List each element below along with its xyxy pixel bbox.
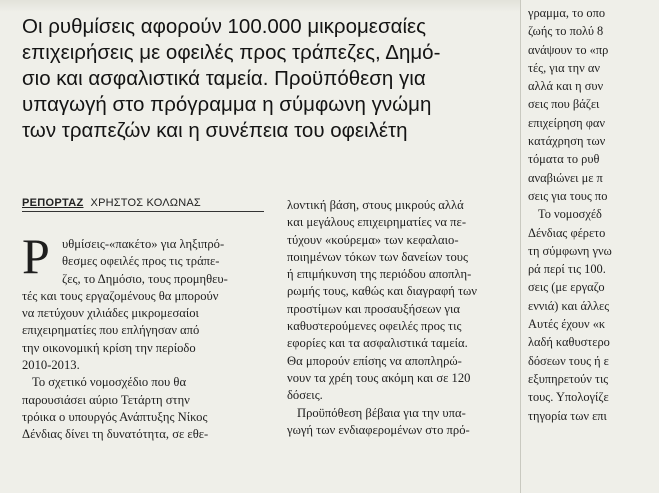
text-line: τόματα το ρυθ [528, 152, 600, 167]
text-line: κατάχρηση των [528, 134, 606, 149]
text-line: σεις που βάζει [528, 97, 600, 112]
text-line: επιχείρηση φαν [528, 115, 605, 130]
text-line: 2010-2013. [22, 358, 80, 373]
text-line: σεις για τους πο [528, 188, 608, 203]
text-line: να πετύχουν χιλιάδες μικρομεσαίοι [22, 306, 199, 321]
text-line: ζωής το πολύ 8 [528, 24, 604, 39]
headline-line: σιο και ασφαλιστικά ταμεία. Προϋπόθεση για [22, 67, 426, 90]
text-line: Προϋπόθεση βέβαια για την υπα- [297, 405, 466, 420]
text-line: σεις (με εργαζο [528, 280, 605, 295]
article-column-1 [22, 236, 228, 444]
text-line: γωγή των ενδιαφερομένων στο πρό- [287, 422, 470, 437]
text-line: τους. Υπολογίζε [528, 390, 609, 405]
text-line: δόσεων τους ή ε [528, 353, 609, 368]
text-line: τη σύμφωνη γνω [528, 243, 612, 258]
text-line: αναβιώνει με π [528, 170, 603, 185]
text-line: λοντική βάση, στους μικρούς αλλά [287, 198, 464, 212]
headline-line: Οι ρυθμίσεις αφορούν 100.000 μικρομεσαίες [22, 15, 427, 38]
headline [22, 14, 514, 144]
byline-author: ΧΡΗΣΤΟΣ ΚΟΛΩΝΑΣ [90, 197, 201, 209]
text-line: την οικονομική κρίση την περίοδο [22, 340, 196, 355]
text-line: Θα μπορούν επίσης να αποπληρώ- [287, 353, 462, 368]
top-cutoff-strip [0, 0, 520, 12]
text-line: αλλά και η συν [528, 79, 604, 94]
text-line: προστίμων και προσαυξήσεων για [287, 301, 460, 316]
text-line: Δένδιας δίνει τη δυνατότητα, σε εθε- [22, 427, 209, 442]
text-line: τρόικα ο υπουργός Ανάπτυξης Νίκος [22, 409, 208, 424]
text-line: ή επιμήκυνση της περιόδου αποπλη- [287, 267, 472, 282]
text-line: ανάψουν το «πρ [528, 42, 609, 57]
article-column-3 [528, 4, 612, 425]
text-line: τύχουν «κούρεμα» των κεφαλαιο- [287, 232, 459, 247]
text-line: Αυτές έχουν «κ [528, 317, 606, 332]
article-column-2 [287, 197, 477, 439]
headline-line: επιχειρήσεις με οφειλές προς τράπεζες, Δημό- [22, 41, 441, 64]
text-line: τηγορία των επι [528, 408, 607, 423]
byline [22, 197, 201, 209]
text-line: τές και τους εργαζομένους θα μπορούν [22, 288, 219, 303]
text-line: Το σχετικό νομοσχέδιο που θα [32, 375, 187, 390]
headline-line: υπαγωγή στο πρόγραμμα η σύμφωνη γνώμη [22, 93, 432, 116]
text-line: δόσεις. [287, 388, 323, 403]
text-line: λαδή καθυστερο [528, 335, 610, 350]
text-line: ζες, το Δημόσιο, τους προμηθευ- [62, 271, 228, 286]
drop-cap: Ρ [22, 228, 50, 284]
text-line: καθυστερούμενες οφειλές προς τις [287, 319, 462, 334]
text-line: ρωμής τους, καθώς και διαγραφή των [287, 284, 478, 299]
text-line: επιχειρηματίες που επλήγησαν από [22, 323, 200, 338]
text-line: και μεγάλους επιχειρηματίες να πε- [287, 215, 467, 230]
byline-rule [22, 211, 264, 212]
byline-kicker: ΡΕΠΟΡΤΑΖ [22, 197, 84, 209]
text-line: Δένδιας φέρετο [528, 225, 606, 240]
text-line: εφορίες και τα ασφαλιστικά ταμεία. [287, 336, 468, 351]
headline-line: των τραπεζών και η συνέπεια του οφειλέτη [22, 119, 408, 142]
text-line: υθμίσεις-«πακέτο» για ληξιπρό- [62, 237, 225, 251]
text-line: παρουσιάσει αύριο Τετάρτη στην [22, 392, 190, 407]
text-line: Το νομοσχέδ [538, 207, 602, 222]
text-line: θεσμες οφειλές προς τις τράπε- [62, 254, 220, 269]
text-line: νουν τα χρέη τους ακόμη και σε 120 [287, 370, 471, 385]
text-line: εννιά) και άλλες [528, 298, 610, 313]
column-divider [520, 0, 521, 493]
text-line: ποιημένων τόκων των δανείων τους [287, 249, 469, 264]
text-line: τές, για την αν [528, 60, 600, 75]
text-line: γραμμα, το οπο [528, 6, 606, 20]
text-line: εξυπηρετούν τις [528, 371, 609, 386]
text-line: ρά περί τις 100. [528, 262, 606, 277]
